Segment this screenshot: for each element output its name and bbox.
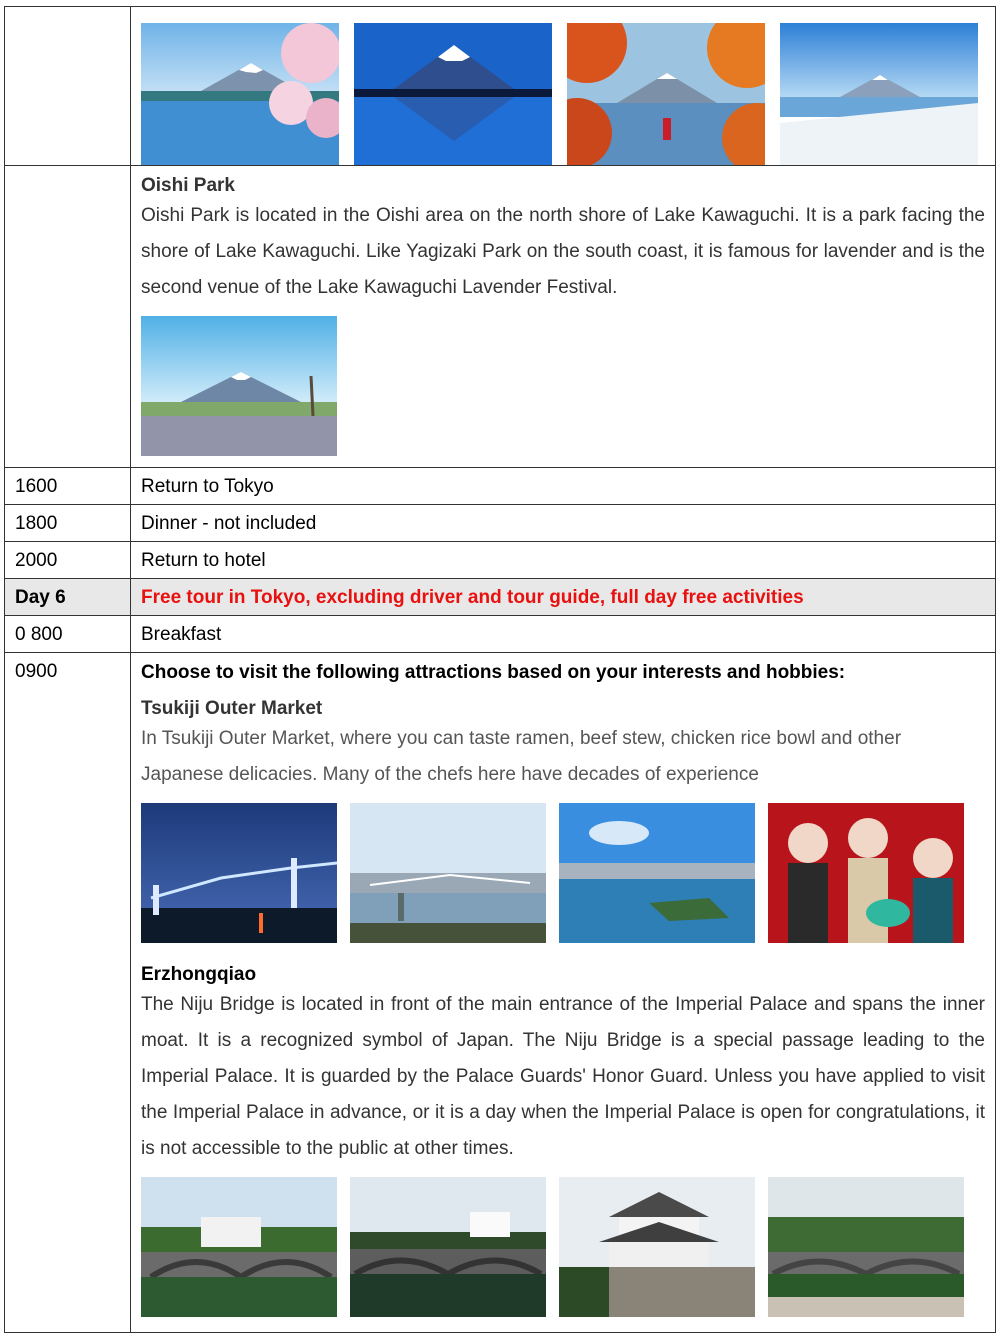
table-row [5, 468, 996, 505]
activity-cell [131, 653, 996, 1333]
fuji-snow-photo [780, 23, 978, 165]
niju-bridge-photo-3 [768, 1177, 964, 1317]
kabuki-performers-photo [768, 803, 964, 943]
fuji-autumn-leaves-photo [567, 23, 765, 165]
time-cell: 2000 [5, 542, 131, 579]
activity-cell: Dinner - not included [131, 505, 996, 542]
oishi-park-description: Oishi Park is located in the Oishi area on the north shore of Lake Kawaguchi. It is a park facing the shore of Lake Kawaguchi. Like Yagizaki Park on the south coast, it is famous for lavender and is the second venue of the Lake Kawaguchi Lavender Festival. [141, 205, 985, 298]
rainbow-bridge-night-photo [141, 803, 337, 943]
oishi-park-title: Oishi Park [141, 175, 235, 196]
niju-bridge-description: The Niju Bridge is located in front of the main entrance of the Imperial Palace and spans the inner moat. It is a recognized symbol of Japan. The Niju Bridge is a special passage leading to the Imperial Palace. It is guarded by the Palace Guards' Honor Guard. Unless you have applied to visit the Imperial Palace in advance, or it is a day when the Imperial Palace is open for congratulations, it is not accessible to the public at other times. [141, 994, 985, 1159]
table-row [5, 505, 996, 542]
activity-cell: Return to hotel [131, 542, 996, 579]
tokyo-bay-aerial-photo [559, 803, 755, 943]
time-cell: 1600 [5, 468, 131, 505]
itinerary-table [4, 6, 996, 1333]
table-row [5, 616, 996, 653]
activity-cell: Breakfast [131, 616, 996, 653]
content-cell [131, 166, 996, 468]
tokyo-bay-bridge-photo [350, 803, 546, 943]
table-row [5, 542, 996, 579]
table-row [5, 166, 996, 468]
activity-cell: Return to Tokyo [131, 468, 996, 505]
time-cell-empty [5, 166, 131, 468]
table-row [5, 653, 996, 1333]
content-cell [131, 7, 996, 166]
fuji-reflection-photo [354, 23, 552, 165]
attractions-intro: Choose to visit the following attractions based on your interests and hobbies: [141, 662, 846, 683]
time-cell-empty [5, 7, 131, 166]
time-cell: 0900 [5, 653, 131, 1333]
tsukiji-description: In Tsukiji Outer Market, where you can taste ramen, beef stew, chicken rice bowl and other Japanese delicacies. Many of the chefs here have decades of experience [141, 728, 902, 785]
day-label: Day 6 [5, 579, 131, 616]
time-cell: 0 800 [5, 616, 131, 653]
niju-bridge-photo-2 [350, 1177, 546, 1317]
oishi-park-photo [141, 316, 337, 456]
table-row [5, 7, 996, 166]
imperial-palace-tower-photo [559, 1177, 755, 1317]
time-cell: 1800 [5, 505, 131, 542]
day-title: Free tour in Tokyo, excluding driver and tour guide, full day free activities [131, 579, 996, 616]
niju-bridge-photo-1 [141, 1177, 337, 1317]
fuji-cherry-blossom-photo [141, 23, 339, 165]
niju-bridge-title: Erzhongqiao [141, 964, 257, 985]
day-header-row [5, 579, 996, 616]
tsukiji-title: Tsukiji Outer Market [141, 698, 323, 719]
